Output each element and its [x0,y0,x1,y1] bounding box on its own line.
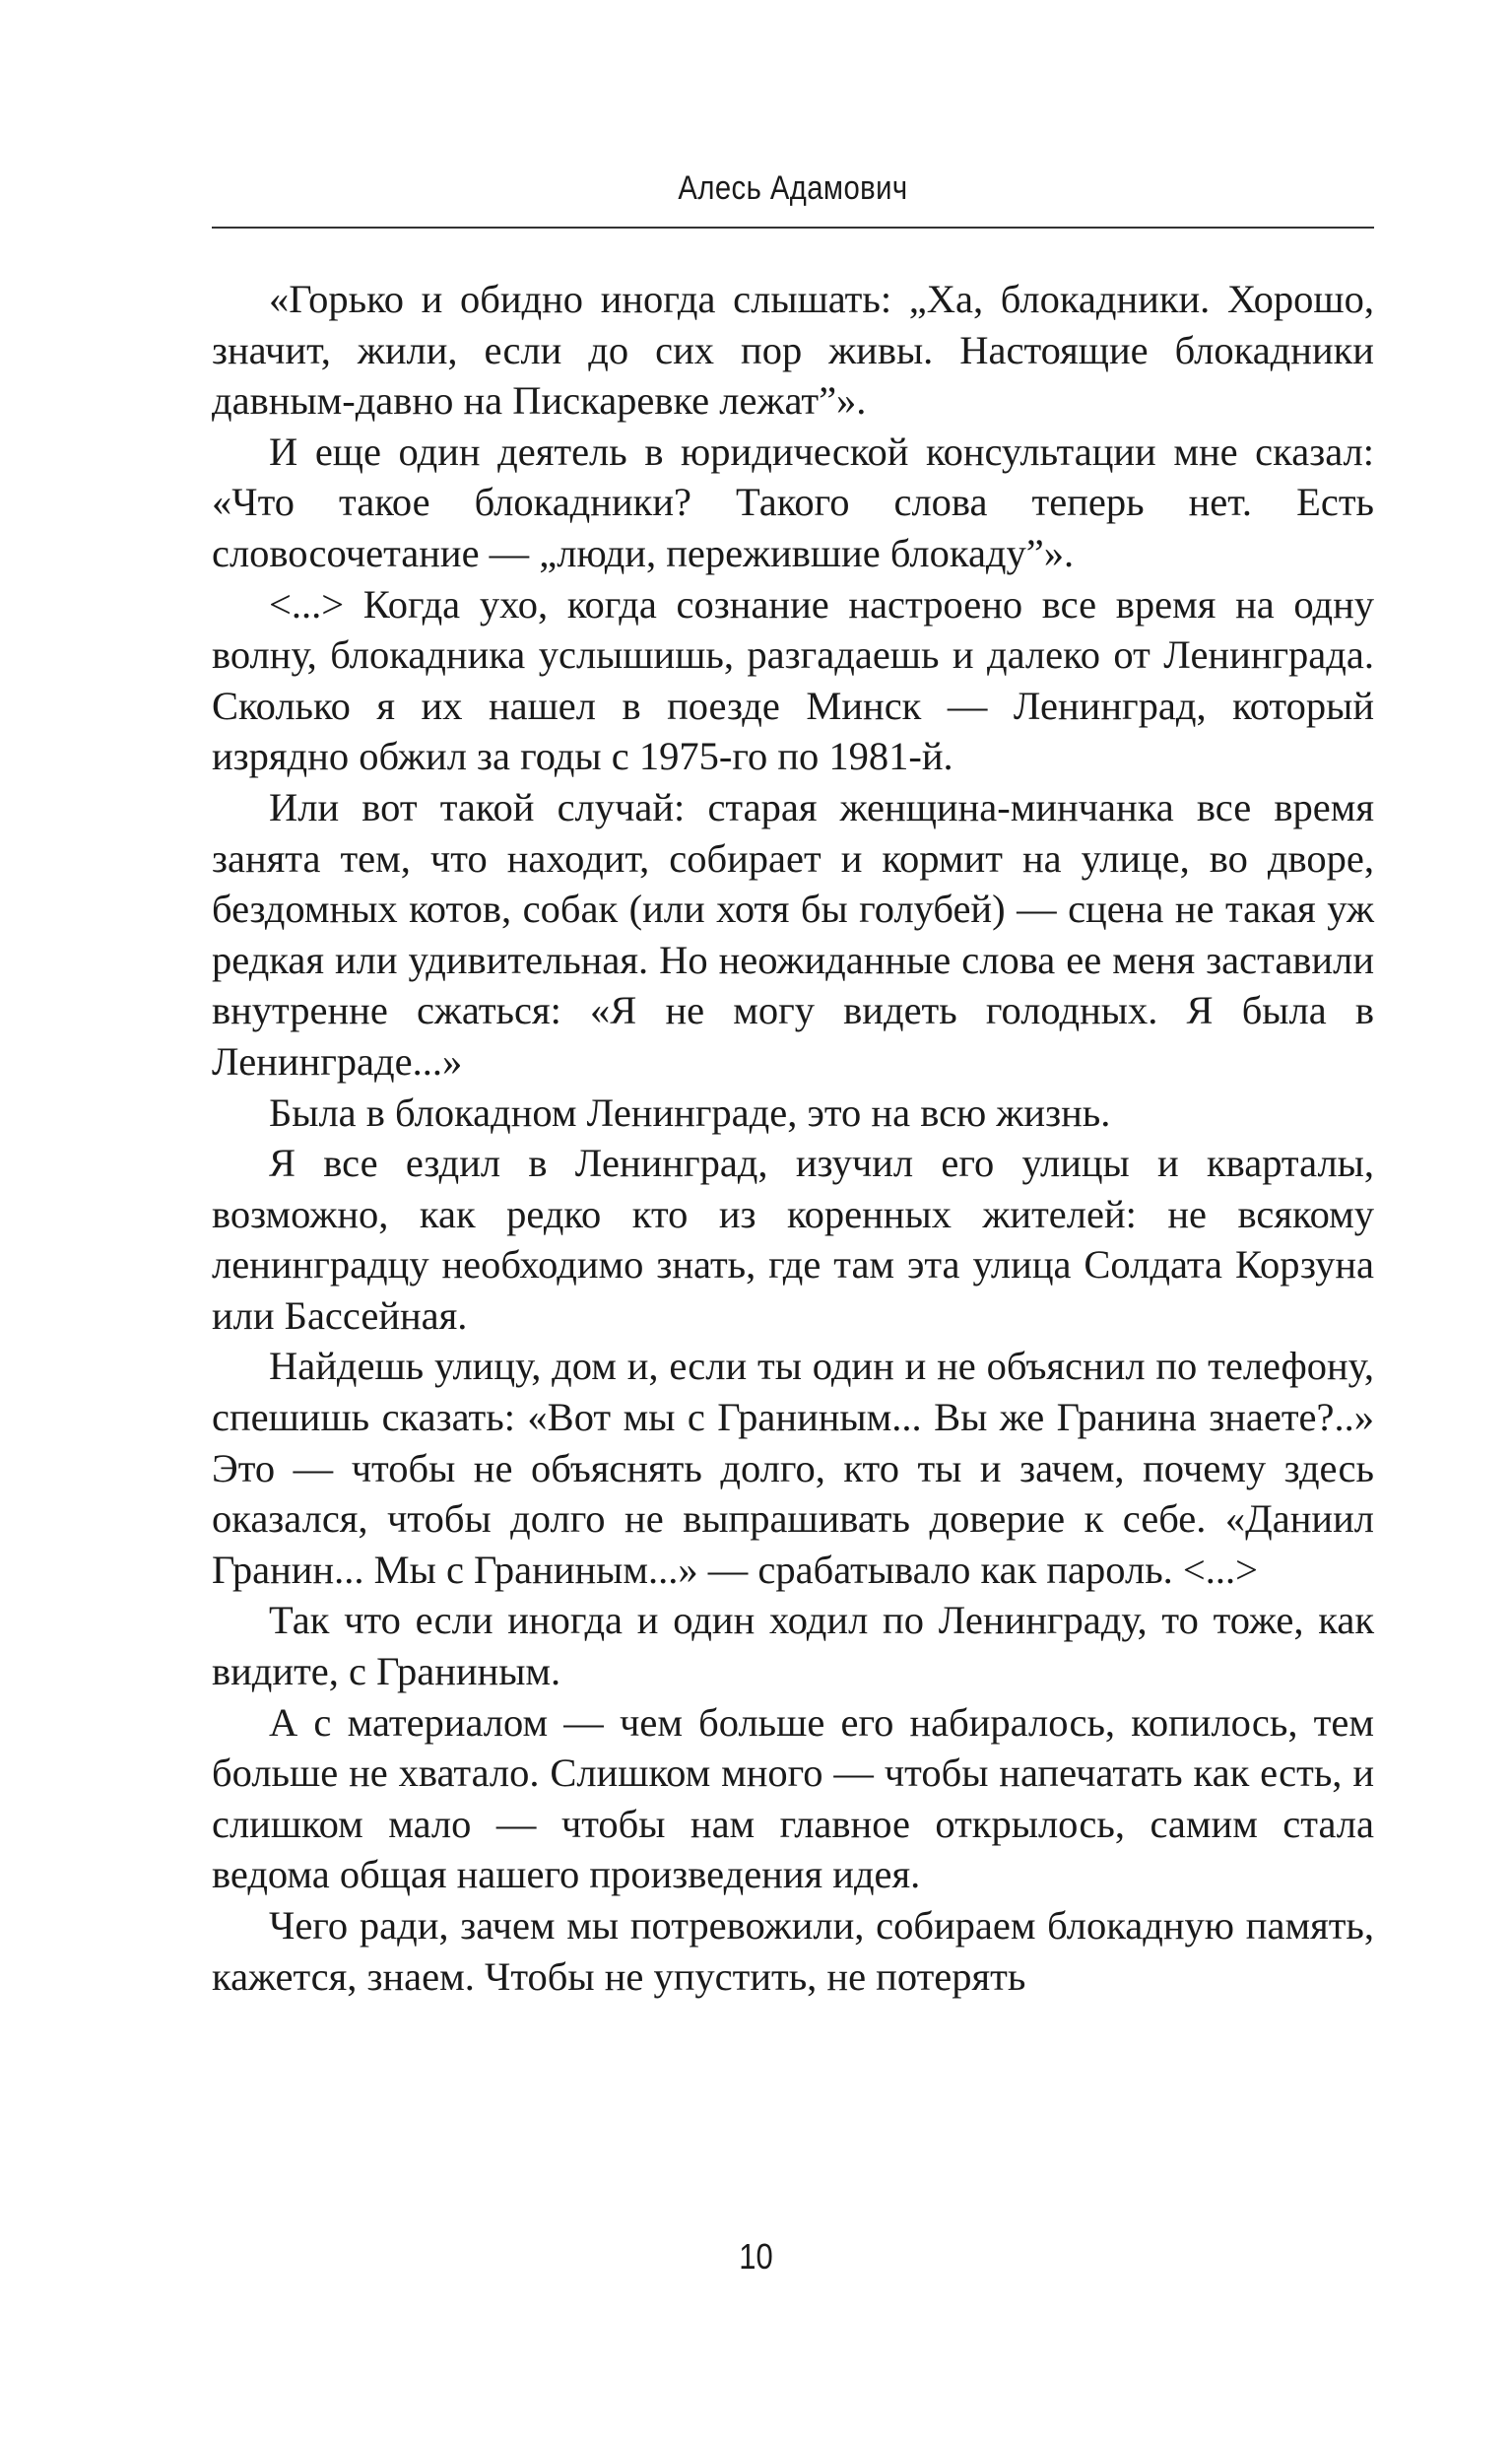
header-rule [212,227,1374,229]
paragraph: И еще один деятель в юридической консультации мне сказал: «Что такое блокадники? Такого слова теперь нет. Есть словосочетание — „люди, пережившие блокаду”». [212,429,1374,575]
paragraph: Я все ездил в Ленинград, изучил его улицы и кварталы, возможно, как редко кто из коренных жителей: не всякому ленинградцу необходимо знать, где там эта улица Солдата Корзуна или Бассейная. [212,1141,1374,1338]
running-head: Алесь Адамович [678,169,908,207]
page-number: 10 [739,2236,773,2277]
paragraph: Была в блокадном Ленинграде, это на всю жизнь. [269,1089,1111,1135]
paragraph: «Горько и обидно иногда слышать: „Ха, блокадники. Хорошо, значит, жили, если до сих пор живы. Настоящие блокадники давным-давно на Пискаревке лежат”». [212,277,1374,424]
body-text [212,274,1374,2002]
paragraph: Найдешь улицу, дом и, если ты один и не объяснил по телефону, спешишь сказать: «Вот мы с Граниным... Вы же Гранина знаете?..» Это — чтобы не объяснять долго, кто ты и зачем, почему здесь оказался, чтобы долго не выпрашивать доверие к себе. «Даниил Гранин... Мы с Граниным...» — срабатывало как пароль. <...> [212,1344,1374,1592]
paragraph: Или вот такой случай: старая женщина-минчанка все время занята тем, что находит, собирает и кормит на улице, во дворе, бездомных котов, собак (или хотя бы голубей) — сцена не такая уж редкая или удивительная. Но неожиданные слова ее меня заставили внутренне сжаться: «Я не могу видеть голодных. Я была в Ленинграде...» [212,784,1374,1084]
paragraph: Чего ради, зачем мы потревожили, собираем блокадную память, кажется, знаем. Чтобы не упустить, не потерять [212,1903,1374,1999]
paragraph: <...> Когда ухо, когда сознание настроено все время на одну волну, блокадника услышишь, разгадаешь и далеко от Ленинграда. Сколько я их нашел в поезде Минск — Ленинград, который изрядно обжил за годы с 1975-го по 1981-й. [212,581,1374,779]
paragraph: Так что если иногда и один ходил по Ленинграду, то тоже, как видите, с Граниным. [212,1598,1374,1694]
paragraph: А с материалом — чем больше его набиралось, копилось, тем больше не хватало. Слишком много — чтобы напечатать как есть, и слишком мало — чтобы нам главное открылось, самим стала ведома общая нашего произведения идея. [212,1699,1374,1897]
